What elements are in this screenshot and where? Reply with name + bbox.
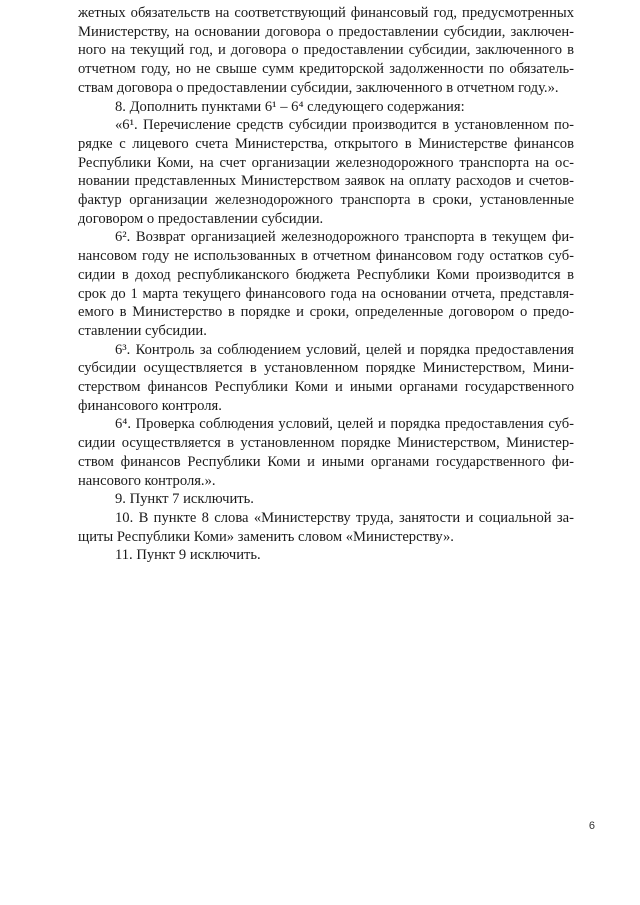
text-line: срок до 1 марта текущего финансового года на основании отчета, представля- xyxy=(78,285,574,302)
text-line: 6⁴. Проверка соблюдения условий, целей и порядка предоставления суб- xyxy=(115,416,574,433)
text-line: жетных обязательств на соответствующий финансовый год, предусмотренных xyxy=(78,5,574,21)
text-line: «6¹. Перечисление средств субсидии производится в установленном по- xyxy=(115,117,574,134)
text-line: ством финансов Республики Коми и иными органами государственного фи- xyxy=(78,453,574,470)
text-line: сидии в доход республиканского бюджета Республики Коми производится в xyxy=(78,266,574,283)
text-line: новании представленных Министерством заявок на оплату расходов и счетов- xyxy=(78,173,574,190)
text-line: Республики Коми, на счет организации железнодорожного транспорта на ос- xyxy=(78,154,574,171)
text-line: 8. Дополнить пунктами 6¹ – 6⁴ следующего содержания: xyxy=(115,98,465,115)
text-line: ставлении субсидии. xyxy=(78,322,207,339)
document-body xyxy=(78,4,574,565)
text-line: сидии осуществляется в установленном порядке Министерством, Министер- xyxy=(78,435,574,452)
text-line: нансовом году не использованных в отчетном финансовом году остатков суб- xyxy=(78,248,574,265)
text-line: фактур организации железнодорожного транспорта в сроки, установленные xyxy=(78,192,574,209)
text-line: договором о предоставлении субсидии. xyxy=(78,210,324,227)
text-line: 9. Пункт 7 исключить. xyxy=(115,491,254,508)
text-line: стерством финансов Республики Коми и иными органами государственного xyxy=(78,379,574,396)
text-line: емого в Министерство в порядке и сроки, определенные договором о предо- xyxy=(78,304,574,321)
text-line: 6². Возврат организацией железнодорожного транспорта в текущем фи- xyxy=(115,229,574,246)
text-line: 11. Пункт 9 исключить. xyxy=(115,547,261,564)
text-line: субсидии осуществляется в установленном порядке Министерством, Мини- xyxy=(78,360,574,377)
text-line: ного на текущий год, и договора о предоставлении субсидии, заключенного в xyxy=(78,42,574,59)
text-line: ствам договора о предоставлении субсидии, заключенного в отчетном году.». xyxy=(78,79,559,96)
text-line: финансового контроля. xyxy=(78,397,222,414)
text-line: 10. В пункте 8 слова «Министерству труда, занятости и социальной за- xyxy=(115,509,574,526)
text-line: щиты Республики Коми» заменить словом «Министерству». xyxy=(78,528,454,545)
text-line: Министерству, на основании договора о предоставлении субсидии, заключен- xyxy=(78,23,574,40)
text-line: нансового контроля.». xyxy=(78,472,216,489)
page-number: 6 xyxy=(588,820,595,832)
text-line: 6³. Контроль за соблюдением условий, целей и порядка предоставления xyxy=(115,341,574,358)
text-line: отчетном году, но не свыше сумм кредиторской задолженности по обязатель- xyxy=(78,61,574,78)
text-line: рядке с лицевого счета Министерства, открытого в Министерстве финансов xyxy=(78,135,574,152)
